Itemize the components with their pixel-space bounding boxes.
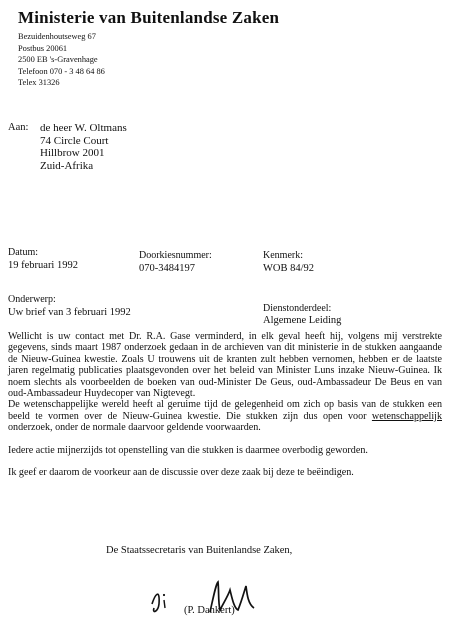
address-line: Postbus 20061 — [18, 43, 68, 53]
recipient-line: de heer W. Oltmans — [40, 122, 127, 134]
onderwerp-label: Onderwerp: — [8, 294, 56, 305]
body-paragraph: Wellicht is uw contact met Dr. R.A. Gase verminderd, in elk geval heeft hij, volgens mij verstrekte gegevens, sinds maart 1987 onderzoek gedaan in de archieven van dit ministerie in de stukken aangaande de Nieuw-Guinea kwestie. Zoals U trouwens uit de kranten zult hebben vernomen, hebben er de laatste jaren regelmatig publicaties plaatsgevonden over het beleid van Minister Luns inzake Nieuw-Guinea. Ik noem slechts als voorbeelden de boeken van oud-Minister De Geus, oud-Ambassadeur De Beus en van oud-Ambassadeur Huydecoper van Nigtevegt. — [8, 331, 442, 400]
kenmerk-value: WOB 84/92 — [263, 263, 315, 274]
address-line: Bezuidenhoutseweg 67 — [18, 32, 96, 41]
doorkiesnummer-label: Doorkiesnummer: — [139, 250, 212, 261]
address-line: Telefoon 070 - 3 48 64 86 — [18, 66, 105, 76]
datum-value: 19 februari 1992 — [8, 260, 78, 271]
recipient-line: Zuid-Afrika — [40, 159, 94, 172]
onderwerp-value: Uw brief van 3 februari 1992 — [8, 307, 131, 318]
letterhead-title: Ministerie van Buitenlandse Zaken — [18, 8, 280, 27]
body-paragraph: Ik geef er daarom de voorkeur aan de discussie over deze zaak bij deze te beëindigen. — [8, 467, 354, 479]
letterhead-address — [18, 31, 105, 89]
recipient-label: Aan: — [8, 122, 29, 133]
body-paragraph: Iedere actie mijnerzijds tot openstelling van die stukken is daarmee overbodig geworden. — [8, 444, 368, 456]
address-line: 2500 EB 's-Gravenhage — [18, 55, 98, 65]
letter-body — [8, 331, 442, 478]
dienstonderdeel-value: Algemene Leiding — [263, 315, 342, 326]
kenmerk-label: Kenmerk: — [263, 250, 303, 261]
closing-line: De Staatssecretaris van Buitenlandse Zaken, — [106, 545, 293, 556]
underlined-word: wetenschappelijk — [371, 410, 442, 422]
datum-label: Datum: — [8, 247, 38, 258]
body-paragraph — [8, 399, 442, 433]
paragraph-text: De wetenschappelijke wereld heeft al geruime tijd de gelegenheid om zich op basis van de stukken een beeld te vormen over de Nieuw-Guinea kwestie. Die stukken zijn dus open voor — [8, 399, 442, 422]
address-line: Telex 31326 — [18, 78, 60, 88]
recipient-address — [40, 122, 127, 172]
doorkiesnummer-value: 070-3484197 — [139, 263, 195, 274]
signer-name: (P. Dankert) — [184, 605, 235, 616]
recipient-line: 74 Circle Court — [40, 134, 109, 147]
paragraph-text: onderzoek, onder de normale daarvoor geldende voorwaarden. — [8, 422, 261, 434]
recipient-line: Hillbrow 2001 — [40, 147, 105, 159]
dienstonderdeel-label: Dienstonderdeel: — [263, 303, 332, 314]
